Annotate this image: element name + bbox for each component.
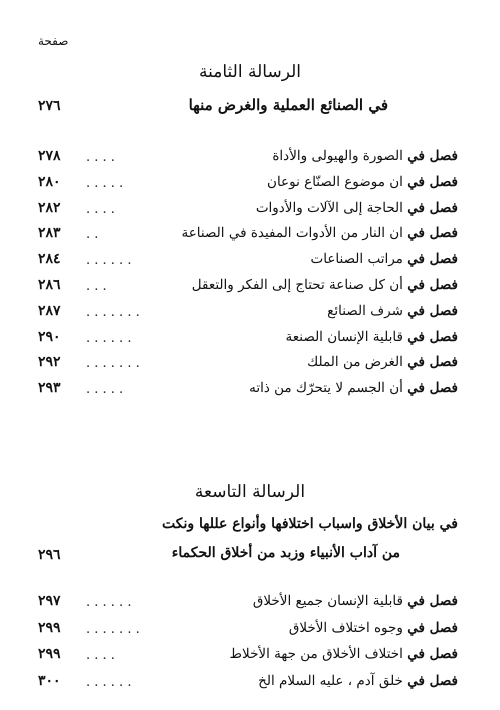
- toc-leader-dots: . .: [86, 227, 99, 243]
- toc-entry-prefix: فصل في: [407, 328, 458, 345]
- toc-leader-dots: . . . . . . .: [86, 356, 140, 372]
- section-9-subtitle-line-1: في بيان الأخلاق واسباب اختلافها وأنواع عللها ونكت: [162, 516, 458, 532]
- toc-entry-text: [192, 277, 458, 293]
- section-8-subtitle-page: ٢٧٦: [38, 98, 61, 114]
- toc-leader-dots: . . . . .: [86, 175, 124, 191]
- toc-entry-title: وجوه اختلاف الأخلاق: [288, 619, 403, 636]
- toc-page-number: ٢٨٧: [38, 302, 61, 319]
- toc-leader-dots: . . . . .: [86, 382, 124, 398]
- toc-row: [38, 620, 458, 642]
- toc-row: [38, 200, 458, 222]
- toc-leader-dots: . . . . . .: [86, 253, 132, 269]
- page-column-label: صفحة: [38, 34, 69, 48]
- toc-leader-dots: . . . . . .: [86, 595, 132, 610]
- toc-entry-title: قابلية الإنسان الصنعة: [285, 328, 403, 345]
- toc-entry-text: [258, 673, 458, 689]
- toc-entry-text: [267, 174, 458, 190]
- toc-entry-text: [181, 225, 458, 241]
- toc-entry-title: الصورة والهيولى والأداة: [272, 148, 403, 164]
- toc-row: [38, 673, 458, 695]
- toc-entry-prefix: فصل في: [407, 619, 458, 636]
- toc-entry-text: [307, 354, 458, 370]
- toc-entry-title: ان موضوع الصنّاع نوعان: [267, 173, 403, 190]
- toc-entry-title: الغرض من الملك: [307, 354, 403, 371]
- toc-entry-text: [327, 303, 458, 319]
- toc-leader-dots: . . . .: [86, 648, 115, 663]
- toc-row: [38, 277, 458, 299]
- toc-entry-prefix: فصل في: [407, 199, 458, 216]
- toc-leader-dots: . . . . . .: [86, 674, 132, 690]
- toc-page-number: ٢٩٩: [38, 646, 61, 662]
- toc-entry-prefix: فصل في: [407, 225, 458, 242]
- toc-page-number: ٢٩٩: [38, 619, 61, 636]
- toc-row: [38, 251, 458, 273]
- toc-leader-dots: . . . .: [86, 201, 115, 217]
- toc-entry-prefix: فصل في: [407, 173, 458, 190]
- toc-page-number: ٢٩٣: [38, 380, 61, 397]
- toc-entry-prefix: فصل في: [407, 251, 458, 268]
- toc-entry-text: [289, 620, 458, 636]
- toc-page-number: ٢٨٣: [38, 225, 61, 242]
- toc-row: [38, 646, 458, 668]
- section-9-subtitle-page: ٢٩٦: [38, 547, 61, 563]
- toc-entry-text: [256, 200, 458, 216]
- toc-entry-prefix: فصل في: [407, 148, 458, 164]
- toc-page-number: ٢٩٠: [38, 328, 61, 345]
- toc-entry-prefix: فصل في: [407, 593, 458, 609]
- toc-page-number: ٢٨٤: [38, 251, 61, 268]
- toc-entry-prefix: فصل في: [407, 354, 458, 371]
- toc-page-number: ٢٩٧: [38, 593, 61, 609]
- toc-leader-dots: . . . .: [86, 150, 115, 165]
- toc-row: [38, 354, 458, 376]
- toc-entry-prefix: فصل في: [407, 672, 458, 689]
- toc-leader-dots: . . . . . . .: [86, 304, 140, 320]
- toc-page-number: ٢٨٠: [38, 173, 61, 190]
- toc-entry-text: [253, 593, 458, 609]
- section-9-title: الرسالة التاسعة: [194, 482, 306, 502]
- toc-leader-dots: . . . . . . .: [86, 621, 140, 637]
- toc-row: [38, 303, 458, 325]
- toc-leader-dots: . . .: [86, 279, 107, 294]
- toc-entry-prefix: فصل في: [407, 302, 458, 319]
- toc-entry-title: أن كل صناعة تحتاج إلى الفكر والتعقل: [191, 277, 403, 293]
- toc-row: [38, 148, 458, 170]
- toc-entry-title: الحاجة إلى الآلات والأدوات: [255, 199, 403, 216]
- toc-entry-title: شرف الصنائع: [327, 302, 403, 319]
- toc-row: [38, 329, 458, 351]
- toc-entry-title: أن الجسم لا يتحرّك من ذاته: [249, 380, 403, 397]
- toc-entry-text: [249, 380, 458, 396]
- toc-row: [38, 380, 458, 402]
- toc-entry-prefix: فصل في: [407, 646, 458, 662]
- toc-entry-text: [230, 646, 458, 662]
- section-8-subtitle: في الصنائع العملية والغرض منها: [188, 96, 388, 114]
- section-8-title: الرسالة الثامنة: [199, 62, 301, 82]
- toc-entry-text: [311, 251, 458, 267]
- section-9-subtitle-line-2: من آداب الأنبياء وزبد من أخلاق الحكماء: [171, 545, 400, 561]
- toc-row: [38, 174, 458, 196]
- toc-row: [38, 593, 458, 615]
- toc-entry-title: اختلاف الأخلاق من جهة الأخلاط: [229, 646, 403, 662]
- toc-page-number: ٢٧٨: [38, 148, 61, 164]
- toc-page-number: ٢٨٦: [38, 277, 61, 293]
- toc-entry-text: [286, 329, 458, 345]
- toc-page-number: ٢٩٢: [38, 354, 61, 371]
- toc-entry-prefix: فصل في: [407, 277, 458, 293]
- toc-page-number: ٢٨٢: [38, 199, 61, 216]
- toc-entry-prefix: فصل في: [407, 380, 458, 397]
- toc-entry-title: خلق آدم ، عليه السلام الخ: [258, 672, 403, 689]
- toc-row: [38, 225, 458, 247]
- toc-entry-text: [272, 148, 458, 164]
- toc-entry-title: قابلية الإنسان جميع الأخلاق: [252, 593, 403, 609]
- toc-page-number: ٣٠٠: [38, 672, 61, 689]
- toc-entry-title: مراتب الصناعات: [310, 251, 403, 268]
- toc-entry-title: ان النار من الأدوات المفيدة في الصناعة: [181, 225, 403, 242]
- toc-leader-dots: . . . . . .: [86, 330, 132, 346]
